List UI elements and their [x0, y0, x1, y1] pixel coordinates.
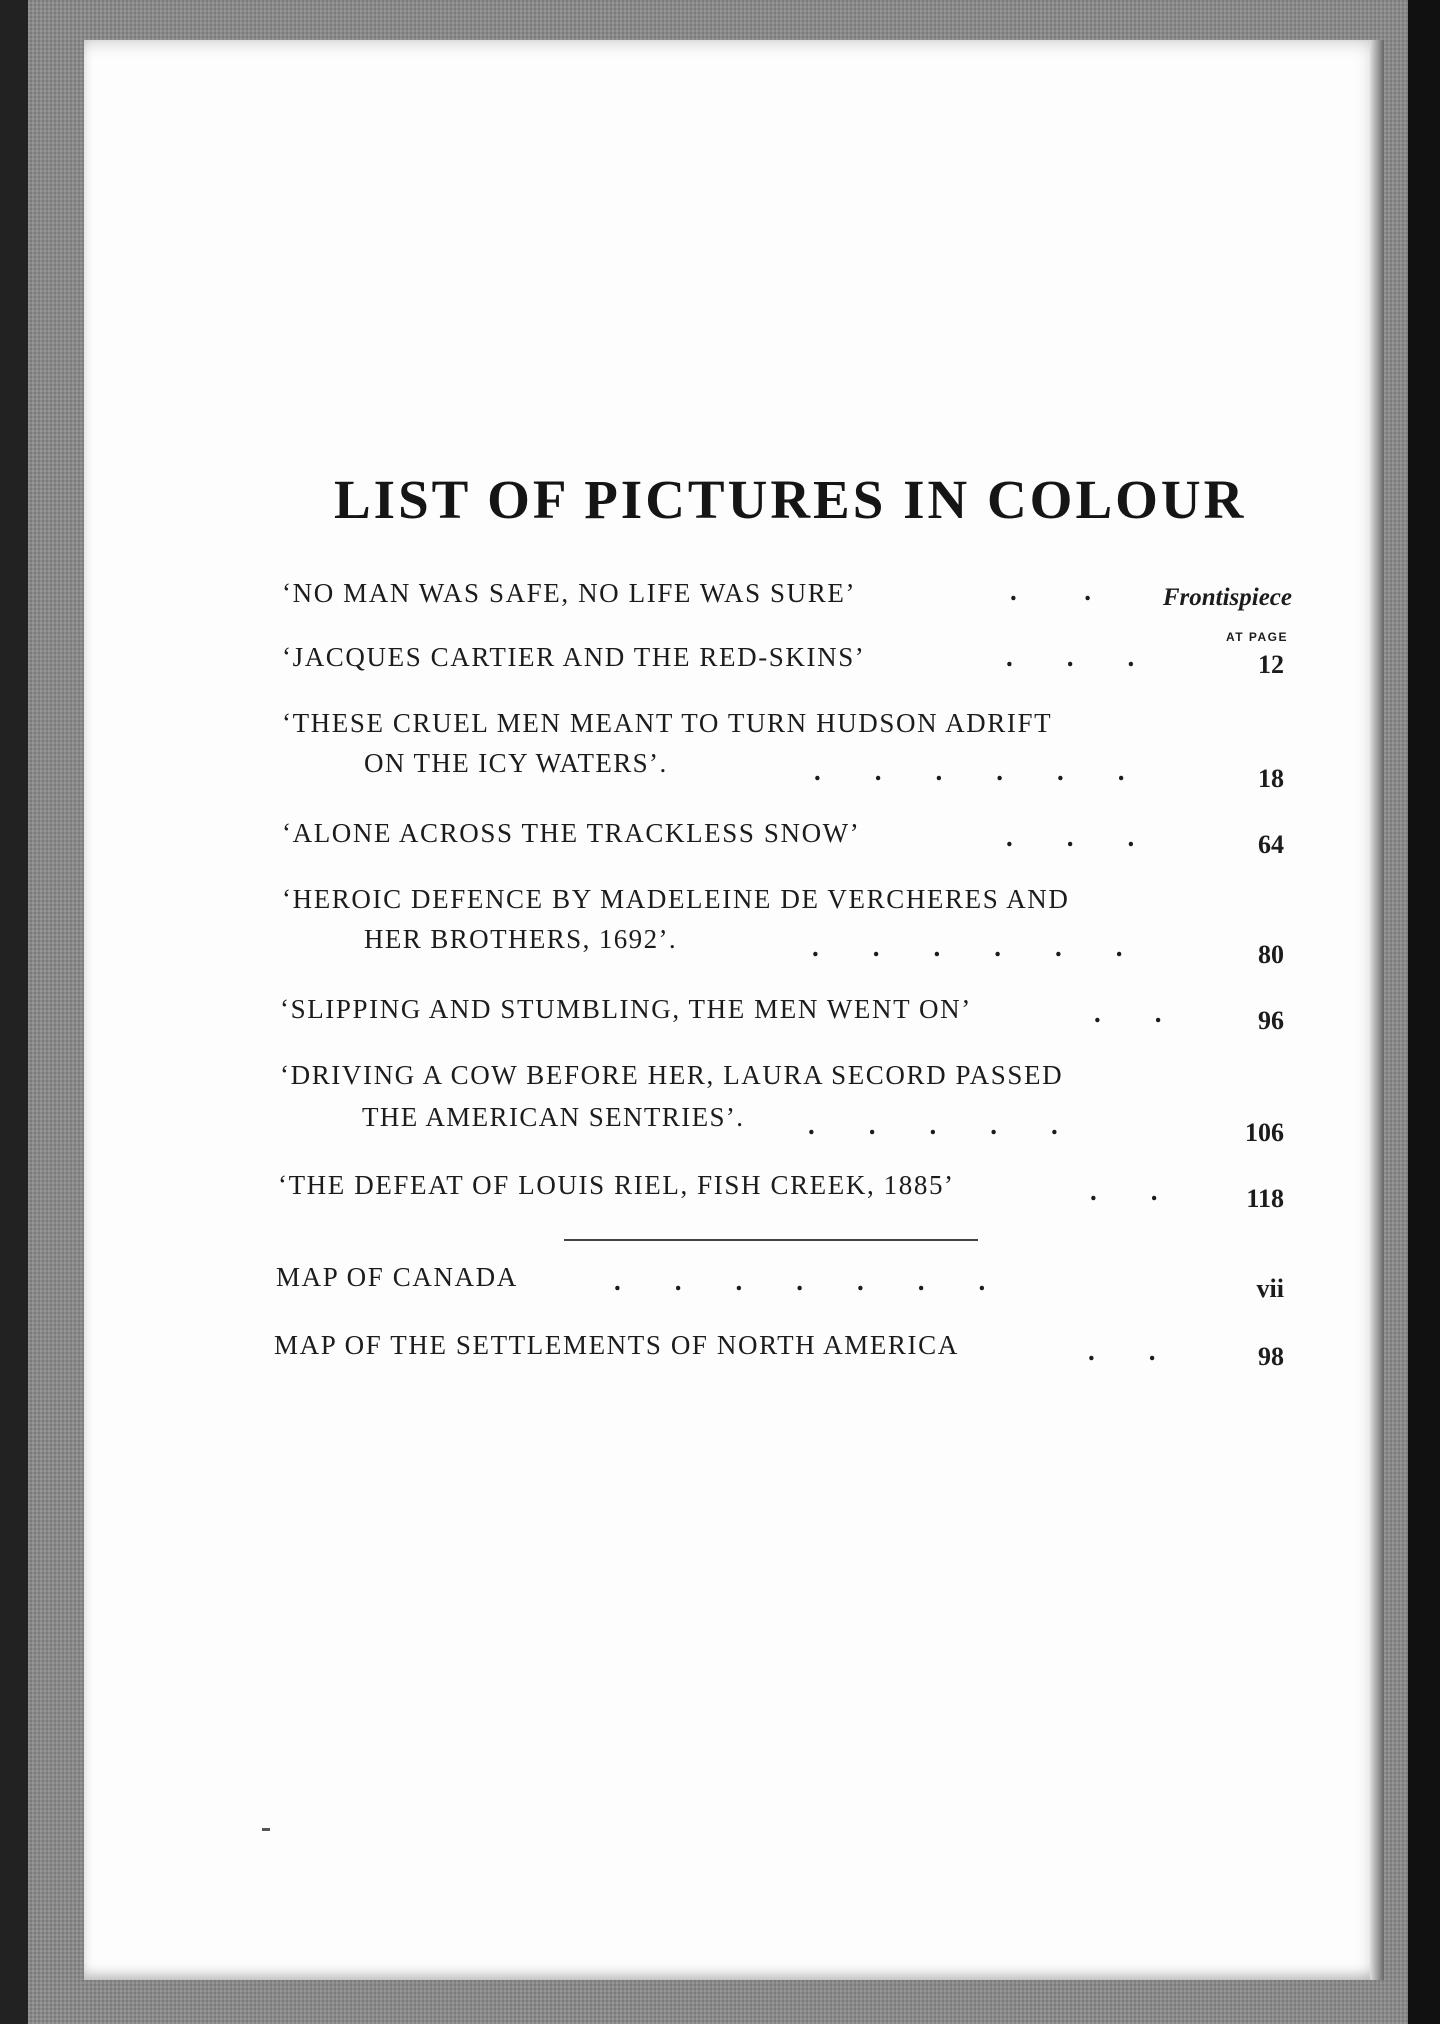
entry-2-leader: . . . — [1006, 642, 1135, 672]
entry-5-title-line-2: HER BROTHERS, 1692’. — [364, 924, 678, 954]
entry-6-page: 96 — [1258, 1006, 1284, 1035]
entry-4-leader: . . . — [1006, 822, 1135, 852]
entry-5-leader: . . . . . . — [812, 932, 1123, 962]
map-2-page: 98 — [1258, 1342, 1284, 1371]
entry-3-title-line-2: ON THE ICY WATERS’. — [364, 748, 668, 778]
map-1-leader: . . . . . . . — [614, 1266, 986, 1296]
entry-1-page: Frontispiece — [1162, 584, 1292, 611]
entry-3-title-line-1: ‘THESE CRUEL MEN MEANT TO TURN HUDSON ADRIFT — [282, 708, 1053, 738]
map-2-title: MAP OF THE SETTLEMENTS OF NORTH AMERICA — [274, 1330, 959, 1360]
entry-7-title-line-1: ‘DRIVING A COW BEFORE HER, LAURA SECORD PASSED — [280, 1060, 1064, 1090]
entry-3-leader: . . . . . . — [814, 756, 1125, 786]
cover-shadow-right — [1408, 0, 1440, 2024]
entry-2-title: ‘JACQUES CARTIER AND THE RED-SKINS’ — [282, 642, 866, 672]
entry-4-title: ‘ALONE ACROSS THE TRACKLESS SNOW’ — [282, 818, 861, 848]
entry-8-title: ‘THE DEFEAT OF LOUIS RIEL, FISH CREEK, 1885’ — [278, 1170, 955, 1200]
map-2-leader: . . — [1088, 1336, 1156, 1366]
entry-5-page: 80 — [1258, 940, 1284, 969]
map-1-page: vii — [1256, 1274, 1284, 1303]
entry-4-page: 64 — [1258, 830, 1284, 859]
page-edge — [1370, 40, 1384, 1980]
map-1-title: MAP OF CANADA — [276, 1262, 518, 1292]
cover-shadow-left — [0, 0, 30, 2024]
entry-1-title: ‘NO MAN WAS SAFE, NO LIFE WAS SURE’ — [282, 578, 857, 608]
entry-2-page: 12 — [1258, 650, 1284, 679]
entry-8-leader: . . — [1090, 1176, 1158, 1206]
ink-speck — [262, 1828, 270, 1831]
entry-7-leader: . . . . . — [808, 1110, 1058, 1140]
section-divider — [564, 1239, 978, 1241]
entry-7-title-line-2: THE AMERICAN SENTRIES’. — [362, 1102, 745, 1132]
entry-1-leader: . . — [1010, 576, 1091, 606]
entry-3-page: 18 — [1258, 764, 1284, 793]
entry-5-title-line-1: ‘HEROIC DEFENCE BY MADELEINE DE VERCHERES AND — [282, 884, 1070, 914]
entry-6-leader: . . — [1094, 998, 1162, 1028]
page-title: LIST OF PICTURES IN COLOUR — [334, 469, 1247, 530]
entry-6-title: ‘SLIPPING AND STUMBLING, THE MEN WENT ON’ — [280, 994, 972, 1024]
at-page-header: AT PAGE — [1225, 630, 1288, 644]
entry-7-page: 106 — [1245, 1118, 1284, 1147]
entry-8-page: 118 — [1246, 1184, 1284, 1213]
